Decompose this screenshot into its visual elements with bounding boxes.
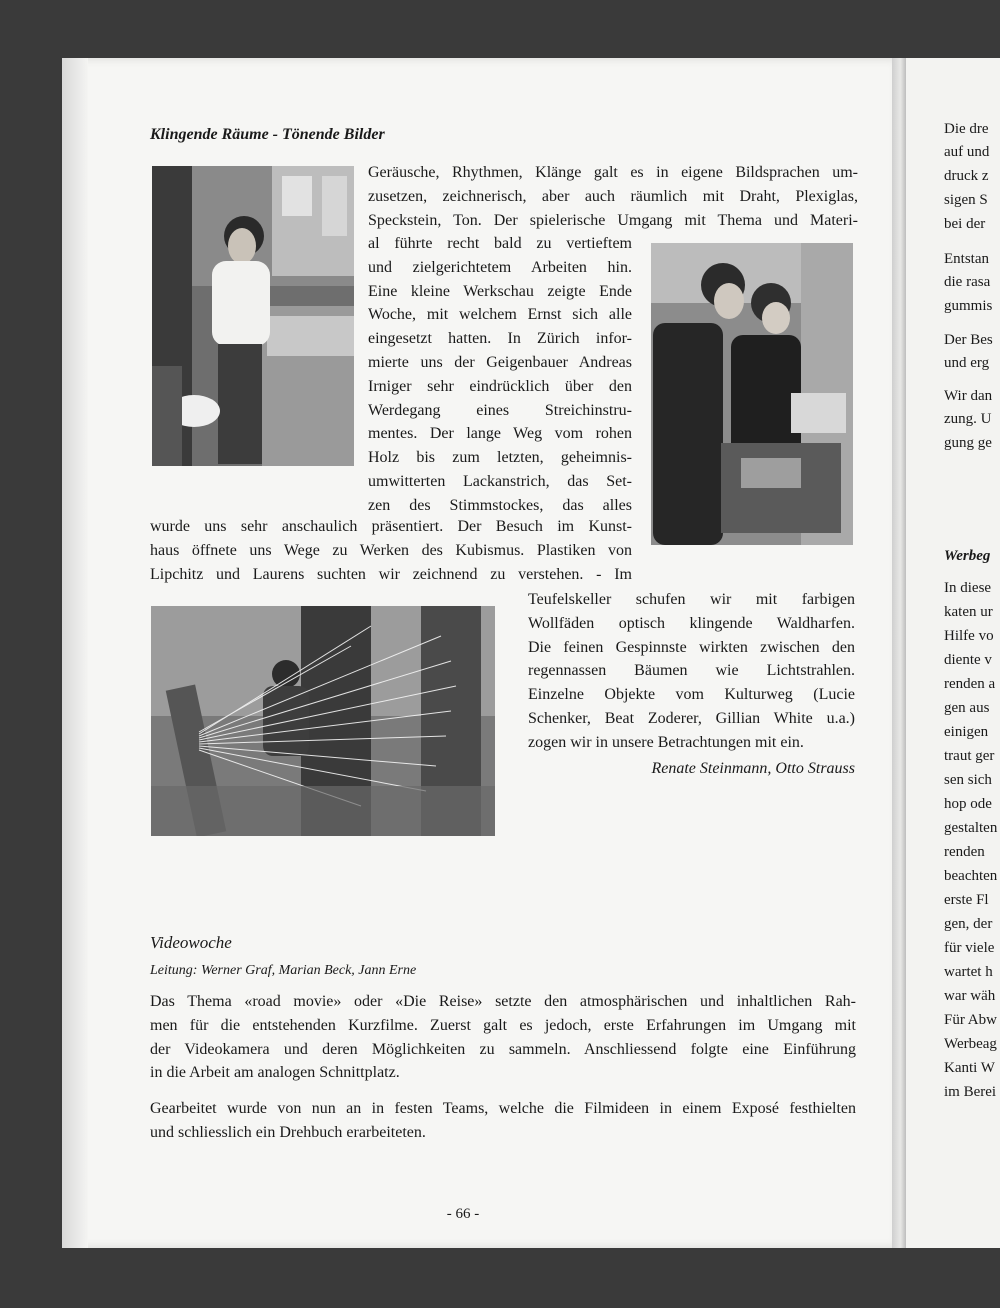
paragraph-klingende-middle [368, 232, 632, 518]
text-line: wurde uns sehr anschaulich präsentiert. Der Besuch im Kunst- [150, 518, 632, 535]
text-line: beachten [944, 868, 998, 884]
photo-student-workbench [152, 166, 354, 466]
text-line: Hilfe vo [944, 628, 994, 644]
text-line: und erg [944, 355, 990, 371]
text-line: Das Thema «road movie» oder «Die Reise» setzte den atmosphärischen und inhaltlichen Rah- [150, 993, 856, 1010]
text-line: regennassen Bäumen wie Lichtstrahlen. [528, 662, 855, 680]
paragraph-klingende-lower [150, 515, 632, 586]
paragraph-video-1 [150, 990, 856, 1085]
text-line: im Berei [944, 1084, 997, 1100]
text-line: für viele [944, 940, 995, 956]
text-line: hop ode [944, 796, 992, 812]
text-line: eingesetzt hatten. In Zürich infor- [368, 330, 632, 348]
section-heading-videowoche: Videowoche [150, 933, 232, 952]
text-line: Wollfäden optisch klingende Waldharfen. [528, 614, 855, 632]
text-line: men für die entstehenden Kurzfilme. Zuerst galt es jedoch, erste Erfahrungen im Umgang mit [150, 1016, 856, 1034]
text-line: traut ger [944, 748, 995, 764]
text-line: diente v [944, 652, 992, 668]
text-line: Werbeag [944, 1036, 997, 1052]
text-line: sigen S [944, 192, 988, 208]
text-line: al führte recht bald zu vertieftem [368, 235, 632, 252]
text-line: Holz bis zum letzten, geheimnis- [368, 449, 632, 467]
text-line: Schenker, Beat Zoderer, Gillian White u.a.) [528, 709, 855, 727]
text-line: mierte uns der Geigenbauer Andreas [368, 353, 632, 371]
paragraph-video-2 [150, 1097, 856, 1145]
text-line: Irniger sehr eindrücklich über den [368, 377, 632, 395]
text-line: Teufelskeller schufen wir mit farbigen [528, 591, 855, 608]
text-line: Werdegang eines Streichinstru- [368, 401, 632, 419]
text-line: zogen wir in unsere Betrachtungen mit ein. [528, 733, 804, 751]
text-line: Entstan [944, 251, 989, 267]
text-line: gestalten [944, 820, 998, 836]
text-line: Die dre [944, 121, 989, 137]
paragraph-klingende-intro [368, 161, 858, 232]
text-line: Der Bes [944, 332, 993, 348]
text-line: Eine kleine Werkschau zeigte Ende [368, 282, 632, 300]
text-line: wartet h [944, 964, 993, 980]
text-line: gung ge [944, 435, 992, 451]
section-heading-werbeg: Werbeg [944, 548, 991, 564]
text-line: gummis [944, 298, 993, 314]
photo-forest-string-harp [151, 606, 495, 836]
text-line: die rasa [944, 274, 991, 290]
text-line: Lipchitz und Laurens suchten wir zeichnend zu verstehen. - Im [150, 565, 632, 583]
text-line: Woche, mit welchem Ernst sich alle [368, 306, 632, 324]
text-line: renden a [944, 676, 996, 692]
text-line: Gearbeitet wurde von nun an in festen Teams, welche die Filmideen in einem Exposé festhielten [150, 1100, 856, 1117]
text-line: haus öffnete uns Wege zu Werken des Kubismus. Plastiken von [150, 541, 632, 559]
page-number: - 66 - [446, 1206, 480, 1222]
text-line: renden [944, 844, 985, 860]
text-line: Wir dan [944, 388, 993, 404]
text-line: erste Fl [944, 892, 989, 908]
text-line: bei der [944, 216, 986, 232]
text-line: einigen [944, 724, 989, 740]
text-line: zung. U [944, 411, 992, 427]
text-line: In diese [944, 580, 992, 596]
text-line: Speckstein, Ton. Der spielerische Umgang mit Thema und Materi- [368, 211, 858, 229]
paragraph-klingende-teufelskeller [528, 588, 855, 755]
page-edge-shadow [62, 58, 88, 1248]
text-line: der Videokamera und deren Möglichkeiten zu sammeln. Anschliessend folgte eine Einführung [150, 1040, 856, 1058]
text-line: mentes. Der lange Weg vom rohen [368, 425, 632, 443]
text-line: katen ur [944, 604, 993, 620]
text-line: war wäh [944, 988, 996, 1004]
author-signature: Renate Steinmann, Otto Strauss [651, 760, 855, 777]
section-credits: Leitung: Werner Graf, Marian Beck, Jann Erne [150, 963, 417, 978]
text-line: druck z [944, 168, 989, 184]
book-page-right [906, 58, 1000, 1248]
text-line: zusetzen, zeichnerisch, aber auch räumlich mit Draht, Plexiglas, [368, 187, 858, 205]
book-gutter [892, 58, 906, 1248]
text-line: zen des Stimmstockes, das alles [368, 496, 632, 514]
text-line: in die Arbeit am analogen Schnittplatz. [150, 1064, 400, 1082]
text-line: Für Abw [944, 1012, 997, 1028]
section-heading-klingende-raeume: Klingende Räume - Tönende Bilder [150, 126, 385, 143]
text-line: Kanti W [944, 1060, 995, 1076]
text-line: auf und [944, 144, 990, 160]
text-line: gen, der [944, 916, 993, 932]
text-line: gen aus [944, 700, 990, 716]
text-line: Die feinen Gespinnste wirkten zwischen den [528, 638, 855, 656]
text-line: und zielgerichtetem Arbeiten hin. [368, 258, 632, 276]
text-line: Einzelne Objekte vom Kulturweg (Lucie [528, 686, 855, 704]
text-line: Geräusche, Rhythmen, Klänge galt es in eigene Bildsprachen um- [368, 164, 858, 181]
text-line: umwitterten Lackanstrich, das Set- [368, 472, 632, 490]
text-line: und schliesslich ein Drehbuch erarbeiteten. [150, 1123, 426, 1141]
text-line: sen sich [944, 772, 992, 788]
photo-students-at-vices [651, 243, 853, 545]
